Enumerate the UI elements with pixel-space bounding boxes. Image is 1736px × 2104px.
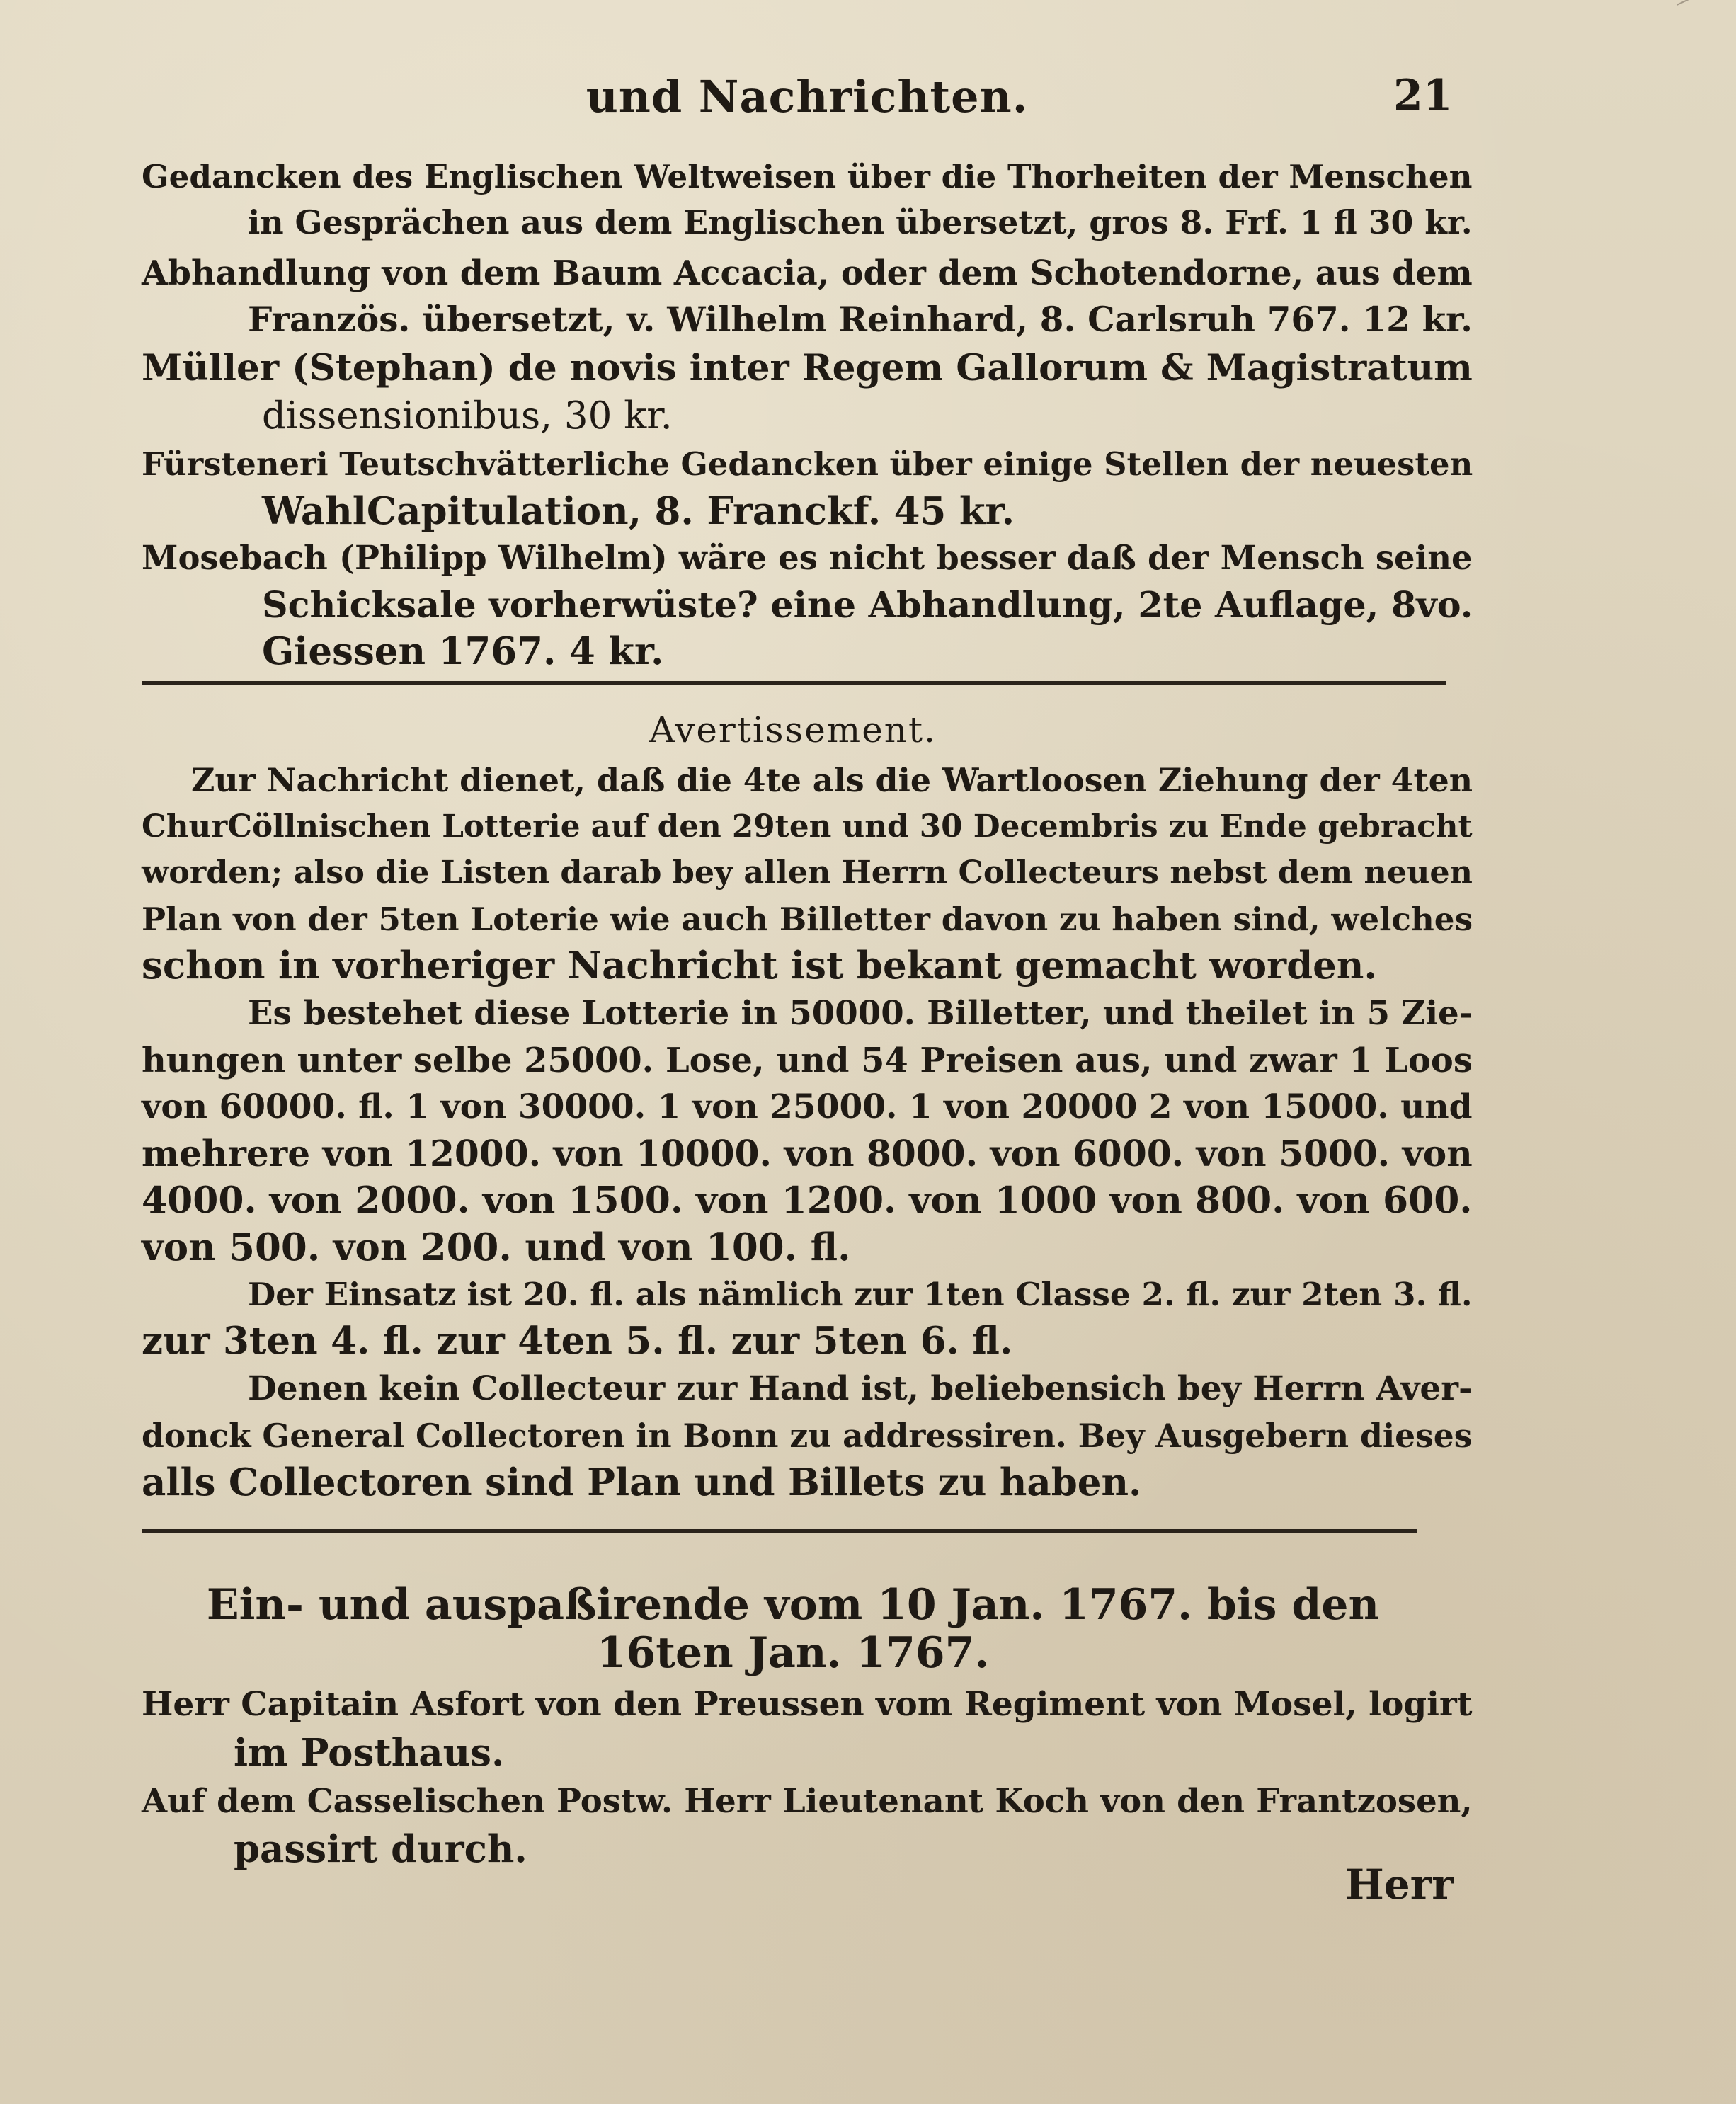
- book-line: Abhandlung von dem Baum Accacia, oder dem Schotendorne, aus dem: [142, 253, 1473, 293]
- avertissement-line: mehrere von 12000. von 10000. von 8000. von 6000. von 5000. von: [142, 1133, 1473, 1174]
- book-line: Giessen 1767. 4 kr.: [262, 629, 664, 673]
- avertissement-line: schon in vorheriger Nachricht ist bekant gemacht worden.: [142, 944, 1377, 988]
- traveller-line: im Posthaus.: [234, 1731, 505, 1775]
- avertissement-line: Zur Nachricht dienet, daß die 4te als die Wartloosen Ziehung der 4ten: [191, 761, 1473, 799]
- travellers-heading-date: 16ten Jan. 1767.: [596, 1628, 990, 1678]
- book-line: Französ. übersetzt, v. Wilhelm Reinhard, 8. Carlsruh 767. 12 kr.: [248, 300, 1473, 340]
- avertissement-line: Denen kein Collecteur zur Hand ist, beliebensich bey Herrn Aver-: [248, 1369, 1473, 1408]
- avertissement-line: Es bestehet diese Lotterie in 50000. Billetter, und theilet in 5 Zie-: [248, 994, 1473, 1033]
- avertissement-line: von 500. von 200. und von 100. fl.: [142, 1225, 851, 1269]
- avertissement-line: hungen unter selbe 25000. Lose, und 54 Preisen aus, und zwar 1 Loos: [142, 1041, 1473, 1080]
- catchword: Herr: [1345, 1860, 1454, 1909]
- running-header: und Nachrichten.: [586, 71, 1029, 122]
- avertissement-line: alls Collectoren sind Plan und Billets zu haben.: [142, 1460, 1142, 1504]
- avertissement-line: Plan von der 5ten Loterie wie auch Billetter davon zu haben sind, welches: [142, 900, 1473, 938]
- book-line: Gedancken des Englischen Weltweisen über die Thorheiten der Menschen: [142, 158, 1473, 195]
- travellers-heading: Ein- und auspaßirende vom 10 Jan. 1767. bis den: [206, 1580, 1380, 1630]
- book-line: WahlCapitulation, 8. Franckf. 45 kr.: [262, 489, 1015, 533]
- traveller-line: passirt durch.: [234, 1827, 527, 1871]
- avertissement-line: Der Einsatz ist 20. fl. als nämlich zur 1ten Classe 2. fl. zur 2ten 3. fl.: [248, 1275, 1473, 1313]
- page-number: 21: [1393, 71, 1453, 120]
- avertissement-line: von 60000. fl. 1 von 30000. 1 von 25000. 1 von 20000 2 von 15000. und: [142, 1087, 1473, 1126]
- avertissement-line: donck General Collectoren in Bonn zu addressiren. Bey Ausgebern dieses: [142, 1417, 1473, 1455]
- section-divider: [142, 1529, 1417, 1533]
- avertissement-line: ChurCöllnischen Lotterie auf den 29ten und 30 Decembris zu Ende gebracht: [142, 808, 1473, 845]
- book-line: in Gesprächen aus dem Englischen übersetzt, gros 8. Frf. 1 fl 30 kr.: [248, 203, 1473, 241]
- avertissement-title: Avertissement.: [649, 709, 937, 750]
- traveller-line: Herr Capitain Asfort von den Preussen vom Regiment von Mosel, logirt: [142, 1685, 1473, 1724]
- corner-pencil-mark: [1677, 0, 1725, 25]
- avertissement-line: zur 3ten 4. fl. zur 4ten 5. fl. zur 5ten 6. fl.: [142, 1319, 1013, 1363]
- book-line: Mosebach (Philipp Wilhelm) wäre es nicht besser daß der Mensch seine: [142, 538, 1473, 577]
- book-line: Schicksale vorherwüste? eine Abhandlung, 2te Auflage, 8vo.: [262, 583, 1473, 626]
- section-divider: [142, 681, 1446, 685]
- traveller-line: Auf dem Casselischen Postw. Herr Lieutenant Koch von den Frantzosen,: [142, 1781, 1473, 1820]
- book-line: Müller (Stephan) de novis inter Regem Gallorum & Magistratum: [142, 346, 1473, 389]
- avertissement-line: worden; also die Listen darab bey allen Herrn Collecteurs nebst dem neuen: [142, 854, 1473, 891]
- avertissement-line: 4000. von 2000. von 1500. von 1200. von 1000 von 800. von 600.: [142, 1179, 1473, 1222]
- book-line: Fürsteneri Teutschvätterliche Gedancken über einige Stellen der neuesten: [142, 445, 1473, 483]
- book-line: dissensionibus, 30 kr.: [262, 394, 673, 438]
